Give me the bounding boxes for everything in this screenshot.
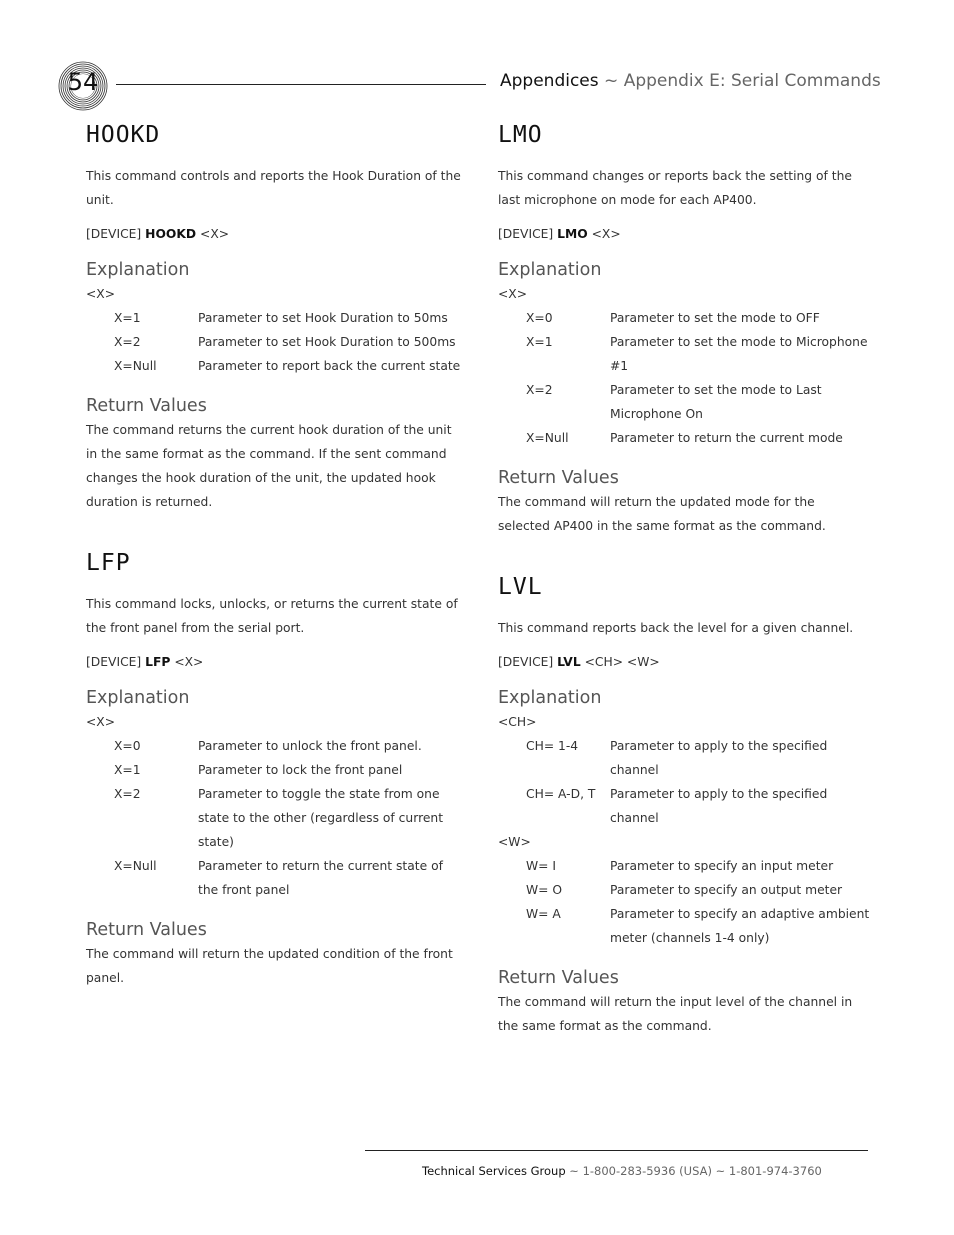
explanation-heading: Explanation xyxy=(498,688,602,708)
command-description: This command reports back the level for a given channel. xyxy=(498,621,854,635)
page-number: 54 xyxy=(67,68,99,96)
return-values-text: The command returns the current hook duration of the unit in the same format as the command. If the sent command changes the hook duration of the unit, the updated hook duration is returned. xyxy=(86,423,452,509)
section-gap xyxy=(86,514,466,548)
param-key: X=1 xyxy=(526,335,553,349)
param-key: X=Null xyxy=(114,359,157,373)
syntax-args: <X> xyxy=(200,227,230,241)
return-values-text: The command will return the updated condition of the front panel. xyxy=(86,947,453,985)
param-key: CH= A-D, T xyxy=(526,787,596,801)
param-value: Parameter to specify an adaptive ambient meter (channels 1-4 only) xyxy=(610,907,870,945)
explanation-heading: Explanation xyxy=(498,260,602,280)
page-number-badge xyxy=(56,60,110,112)
param-row xyxy=(498,782,870,830)
param-label: <X> xyxy=(86,287,116,301)
return-values-heading: Return Values xyxy=(498,968,619,988)
param-key: X=2 xyxy=(114,787,141,801)
param-row xyxy=(498,426,870,450)
syntax-args: <X> xyxy=(174,655,204,669)
header-section: Appendices xyxy=(500,71,599,91)
command-syntax xyxy=(498,222,870,246)
page-footer xyxy=(422,1164,822,1178)
command-title: LFP xyxy=(86,550,131,576)
param-value: Parameter to unlock the front panel. xyxy=(198,739,422,753)
param-value: Parameter to set Hook Duration to 50ms xyxy=(198,311,448,325)
return-values-heading: Return Values xyxy=(86,396,207,416)
syntax-prefix: [DEVICE] xyxy=(498,655,554,669)
param-key: CH= 1-4 xyxy=(526,739,579,753)
command-description: This command locks, unlocks, or returns the current state of the front panel from the serial port. xyxy=(86,597,458,635)
param-row xyxy=(498,854,870,878)
footer-separator: ~ xyxy=(569,1164,579,1178)
param-key: X=0 xyxy=(526,311,553,325)
param-row xyxy=(86,782,466,854)
param-label: <X> xyxy=(86,715,116,729)
command-title: HOOKD xyxy=(86,122,161,148)
param-row xyxy=(498,306,870,330)
command-syntax xyxy=(86,650,466,674)
command-lvl xyxy=(498,572,870,1038)
return-values-heading: Return Values xyxy=(498,468,619,488)
param-label-ch: <CH> xyxy=(498,715,537,729)
explanation-heading: Explanation xyxy=(86,688,190,708)
param-key: X=2 xyxy=(114,335,141,349)
param-row xyxy=(86,306,466,330)
param-value: Parameter to apply to the specified channel xyxy=(610,787,828,825)
syntax-prefix: [DEVICE] xyxy=(86,227,142,241)
param-value: Parameter to return the current state of the front panel xyxy=(198,859,443,897)
footer-separator: ~ xyxy=(715,1164,726,1178)
syntax-command: LFP xyxy=(145,655,171,669)
param-value: Parameter to apply to the specified channel xyxy=(610,739,828,777)
param-label: <X> xyxy=(498,287,528,301)
syntax-command: LVL xyxy=(557,655,581,669)
param-value: Parameter to set the mode to Last Microphone On xyxy=(610,383,822,421)
param-key: X=1 xyxy=(114,763,141,777)
param-key: X=Null xyxy=(526,431,569,445)
param-row xyxy=(86,734,466,758)
command-lmo xyxy=(498,120,870,538)
param-key: X=2 xyxy=(526,383,553,397)
param-key: X=1 xyxy=(114,311,141,325)
param-value: Parameter to set Hook Duration to 500ms xyxy=(198,335,456,349)
page-header xyxy=(0,0,954,120)
param-value: Parameter to specify an output meter xyxy=(610,883,843,897)
return-values-text: The command will return the input level of the channel in the same format as the command. xyxy=(498,995,853,1033)
param-key: W= O xyxy=(526,883,563,897)
command-title: LMO xyxy=(498,122,543,148)
param-value: Parameter to report back the current state xyxy=(198,359,461,373)
syntax-args: <X> xyxy=(591,227,621,241)
param-value: Parameter to lock the front panel xyxy=(198,763,403,777)
param-row xyxy=(498,878,870,902)
param-row xyxy=(86,330,466,354)
footer-phone-usa: 1-800-283-5936 (USA) xyxy=(582,1164,712,1178)
param-key: W= A xyxy=(526,907,561,921)
param-value: Parameter to toggle the state from one state to the other (regardless of current state) xyxy=(198,787,444,849)
command-title: LVL xyxy=(498,574,543,600)
syntax-prefix: [DEVICE] xyxy=(86,655,142,669)
syntax-command: HOOKD xyxy=(145,227,197,241)
param-key: X=Null xyxy=(114,859,157,873)
right-column xyxy=(498,120,870,1038)
param-value: Parameter to set the mode to OFF xyxy=(610,311,820,325)
param-value: Parameter to return the current mode xyxy=(610,431,843,445)
param-row xyxy=(498,378,870,426)
footer-phone-intl: 1-801-974-3760 xyxy=(728,1164,822,1178)
command-lfp xyxy=(86,548,466,990)
footer-rule xyxy=(365,1150,868,1151)
header-rule xyxy=(116,84,486,85)
explanation-heading: Explanation xyxy=(86,260,190,280)
param-key: X=0 xyxy=(114,739,141,753)
return-values-text: The command will return the updated mode for the selected AP400 in the same format as the command. xyxy=(498,495,826,533)
syntax-prefix: [DEVICE] xyxy=(498,227,554,241)
param-row xyxy=(498,902,870,950)
param-row xyxy=(86,758,466,782)
syntax-args: <CH> <W> xyxy=(584,655,660,669)
command-syntax xyxy=(498,650,870,674)
header-subsection: Appendix E: Serial Commands xyxy=(623,71,881,91)
command-description: This command controls and reports the Hook Duration of the unit. xyxy=(86,169,461,207)
command-syntax xyxy=(86,222,466,246)
param-key: W= I xyxy=(526,859,556,873)
header-separator: ~ xyxy=(604,71,619,91)
param-value: Parameter to set the mode to Microphone #1 xyxy=(610,335,868,373)
left-column xyxy=(86,120,466,990)
param-value: Parameter to specify an input meter xyxy=(610,859,834,873)
command-description: This command changes or reports back the setting of the last microphone on mode for each AP400. xyxy=(498,169,852,207)
footer-org: Technical Services Group xyxy=(422,1164,566,1178)
param-row xyxy=(86,854,466,902)
param-row xyxy=(86,354,466,378)
command-hookd xyxy=(86,120,466,514)
return-values-heading: Return Values xyxy=(86,920,207,940)
section-gap xyxy=(498,538,870,572)
syntax-command: LMO xyxy=(557,227,588,241)
header-title xyxy=(500,71,881,91)
param-row xyxy=(498,330,870,378)
param-row xyxy=(498,734,870,782)
param-label-w: <W> xyxy=(498,835,531,849)
